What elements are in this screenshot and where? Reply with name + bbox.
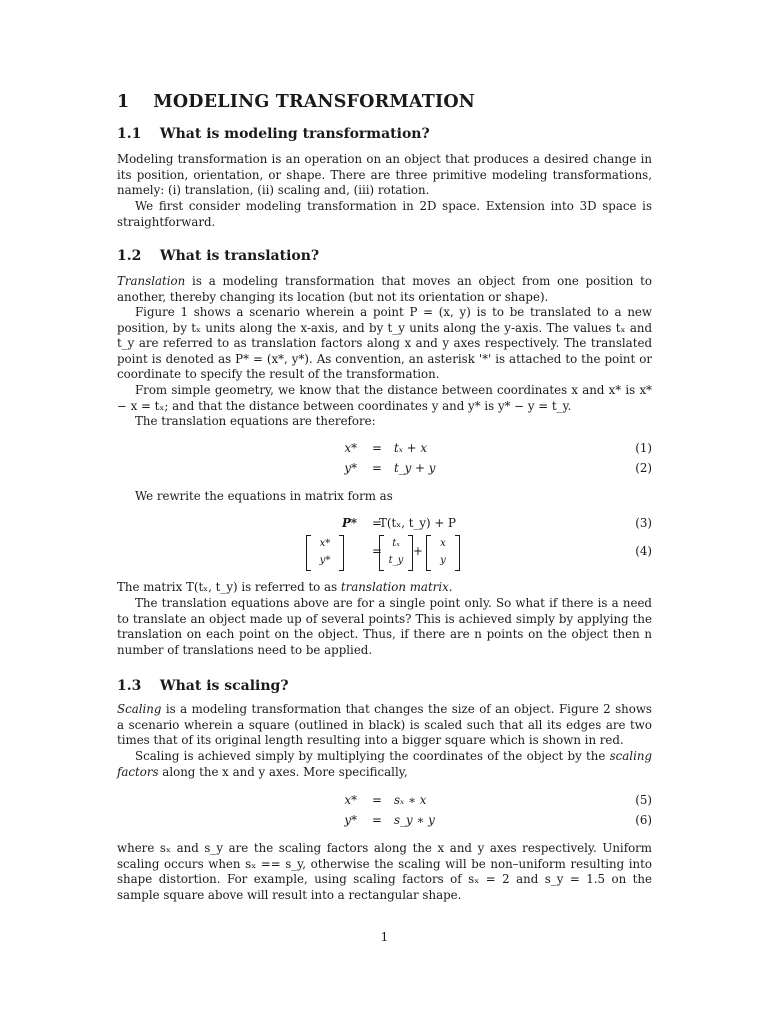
eq-tag: (1) bbox=[635, 441, 652, 455]
subsection-heading-1-3 bbox=[117, 678, 289, 694]
matrix-cell: x bbox=[440, 538, 446, 549]
equation-6 bbox=[117, 813, 652, 831]
paragraph-text: The translation equations above are for a single point only. So what if there is a need to translate an object made up of several points? This is achieved simply by applying the translation on each point on the object. Thus, if there are n points on the object then n number of translations need to be applied. bbox=[117, 596, 652, 657]
paragraph-text: along the x and y axes. More specifically, bbox=[158, 764, 408, 779]
term: Translation bbox=[117, 274, 186, 288]
matrix-cell: x* bbox=[319, 538, 331, 549]
eq-rel: = bbox=[372, 461, 382, 475]
paragraph-text: The translation equations are therefore: bbox=[135, 414, 376, 428]
paragraph bbox=[117, 274, 652, 305]
section-title: MODELING TRANSFORMATION bbox=[153, 92, 475, 112]
eq-lhs: x* bbox=[344, 793, 357, 807]
eq-rel: = bbox=[372, 544, 382, 558]
matrix-cell: y* bbox=[319, 555, 331, 566]
eq-tag: (4) bbox=[635, 544, 652, 558]
matrix-translation bbox=[379, 535, 413, 569]
eq-tag: (6) bbox=[635, 813, 652, 827]
subsection-title: What is modeling transformation? bbox=[159, 126, 430, 142]
paragraph-text: The matrix T(tₓ, t_y) is referred to as bbox=[117, 580, 341, 594]
eq-rhs: T(tₓ, t_y) + P bbox=[379, 516, 456, 530]
eq-lhs: x* bbox=[344, 441, 357, 455]
eq-tag: (5) bbox=[635, 793, 652, 807]
section-heading bbox=[117, 92, 475, 112]
eq-rhs: sₓ ∗ x bbox=[394, 793, 427, 807]
paragraph bbox=[117, 383, 652, 414]
subsection-number: 1.1 bbox=[117, 126, 142, 142]
eq-rel: = bbox=[372, 813, 382, 827]
term: translation matrix bbox=[340, 580, 449, 594]
paragraph-text: Scaling is achieved simply by multiplying the coordinates of the object by the bbox=[135, 749, 610, 763]
paragraph-text: We first consider modeling transformation in 2D space. Extension into 3D space is straightforward. bbox=[117, 199, 652, 229]
equation-3 bbox=[117, 516, 652, 534]
subsection-number: 1.2 bbox=[117, 248, 142, 264]
eq-tag: (2) bbox=[635, 461, 652, 475]
eq-rhs: s_y ∗ y bbox=[394, 813, 435, 827]
subsection-number: 1.3 bbox=[117, 678, 142, 694]
matrix-lhs bbox=[306, 535, 344, 569]
eq-rel: = bbox=[372, 516, 382, 530]
equation-2 bbox=[117, 461, 652, 479]
eq-rhs: tₓ + x bbox=[394, 441, 427, 455]
equation-4 bbox=[117, 535, 652, 571]
eq-lhs: y* bbox=[344, 813, 357, 827]
eq-rel: = bbox=[372, 793, 382, 807]
matrix-point bbox=[426, 535, 460, 569]
matrix-cell: y bbox=[440, 555, 446, 566]
paragraph-text: We rewrite the equations in matrix form as bbox=[135, 489, 393, 503]
paragraph bbox=[117, 199, 652, 230]
equation-1 bbox=[117, 441, 652, 459]
paragraph bbox=[117, 596, 652, 658]
term: scaling factors bbox=[117, 749, 652, 779]
paragraph-text: From simple geometry, we know that the distance between coordinates x and x* is x* − x = tₓ; and that the distance between coordinates y and y* is y* − y = t_y. bbox=[117, 383, 652, 413]
paragraph bbox=[117, 749, 652, 780]
paragraph: Modeling transformation is an operation on an object that produces a desired change in its position, orientation, or shape. There are three primitive modeling transformations, namely: (i) translation, (ii) scaling and, (iii) rotation. bbox=[117, 152, 652, 198]
eq-lhs: P* bbox=[341, 516, 357, 530]
page-number: 1 bbox=[380, 930, 389, 944]
paragraph-text: is a modeling transformation that moves an object from one position to another, thereby changing its location (but not its orientation or shape). bbox=[117, 274, 652, 304]
paragraph-text: is a modeling transformation that changes the size of an object. Figure 2 shows a scenario wherein a square (outlined in black) is scaled such that all its edges are two times that of its original length resulting into a bigger square which is shown in red. bbox=[117, 702, 652, 748]
paragraph bbox=[117, 414, 652, 430]
eq-lhs: y* bbox=[344, 461, 357, 475]
paragraph: where sₓ and s_y are the scaling factors along the x and y axes respectively. Uniform scaling occurs when sₓ == s_y, otherwise the scaling will be non–uniform resulting into shape distortion. For example, using scaling factors of sₓ = 2 and s_y = 1.5 on the sample square above will result into a rectangular shape. bbox=[117, 841, 652, 902]
subsection-heading-1-2 bbox=[117, 248, 319, 264]
section-number: 1 bbox=[117, 92, 130, 112]
eq-plus: + bbox=[413, 544, 423, 558]
term: Scaling bbox=[117, 702, 162, 716]
eq-rhs: t_y + y bbox=[394, 461, 436, 475]
paragraph bbox=[117, 702, 652, 749]
eq-tag: (3) bbox=[635, 516, 652, 530]
subsection-title: What is scaling? bbox=[159, 678, 289, 694]
subsection-heading-1-1 bbox=[117, 126, 430, 142]
eq-rel: = bbox=[372, 441, 382, 455]
paragraph bbox=[117, 580, 652, 596]
subsection-title: What is translation? bbox=[159, 248, 320, 264]
matrix-cell: t_y bbox=[388, 555, 404, 566]
paragraph bbox=[117, 489, 652, 505]
paragraph-text: Figure 1 shows a scenario wherein a point P = (x, y) is to be translated to a new position, by tₓ units along the x-axis, and by t_y units along the y-axis. The values tₓ and t_y are referred to as translation factors along x and y axes respectively. The translated point is denoted as P* = (x*, y*). As convention, an asterisk '*' is attached to the point or coordinate to specify the result of the transformation. bbox=[117, 305, 652, 382]
paragraph-text: . bbox=[448, 580, 453, 594]
matrix-cell: tₓ bbox=[392, 538, 400, 549]
paragraph bbox=[117, 305, 652, 383]
equation-5 bbox=[117, 793, 652, 811]
